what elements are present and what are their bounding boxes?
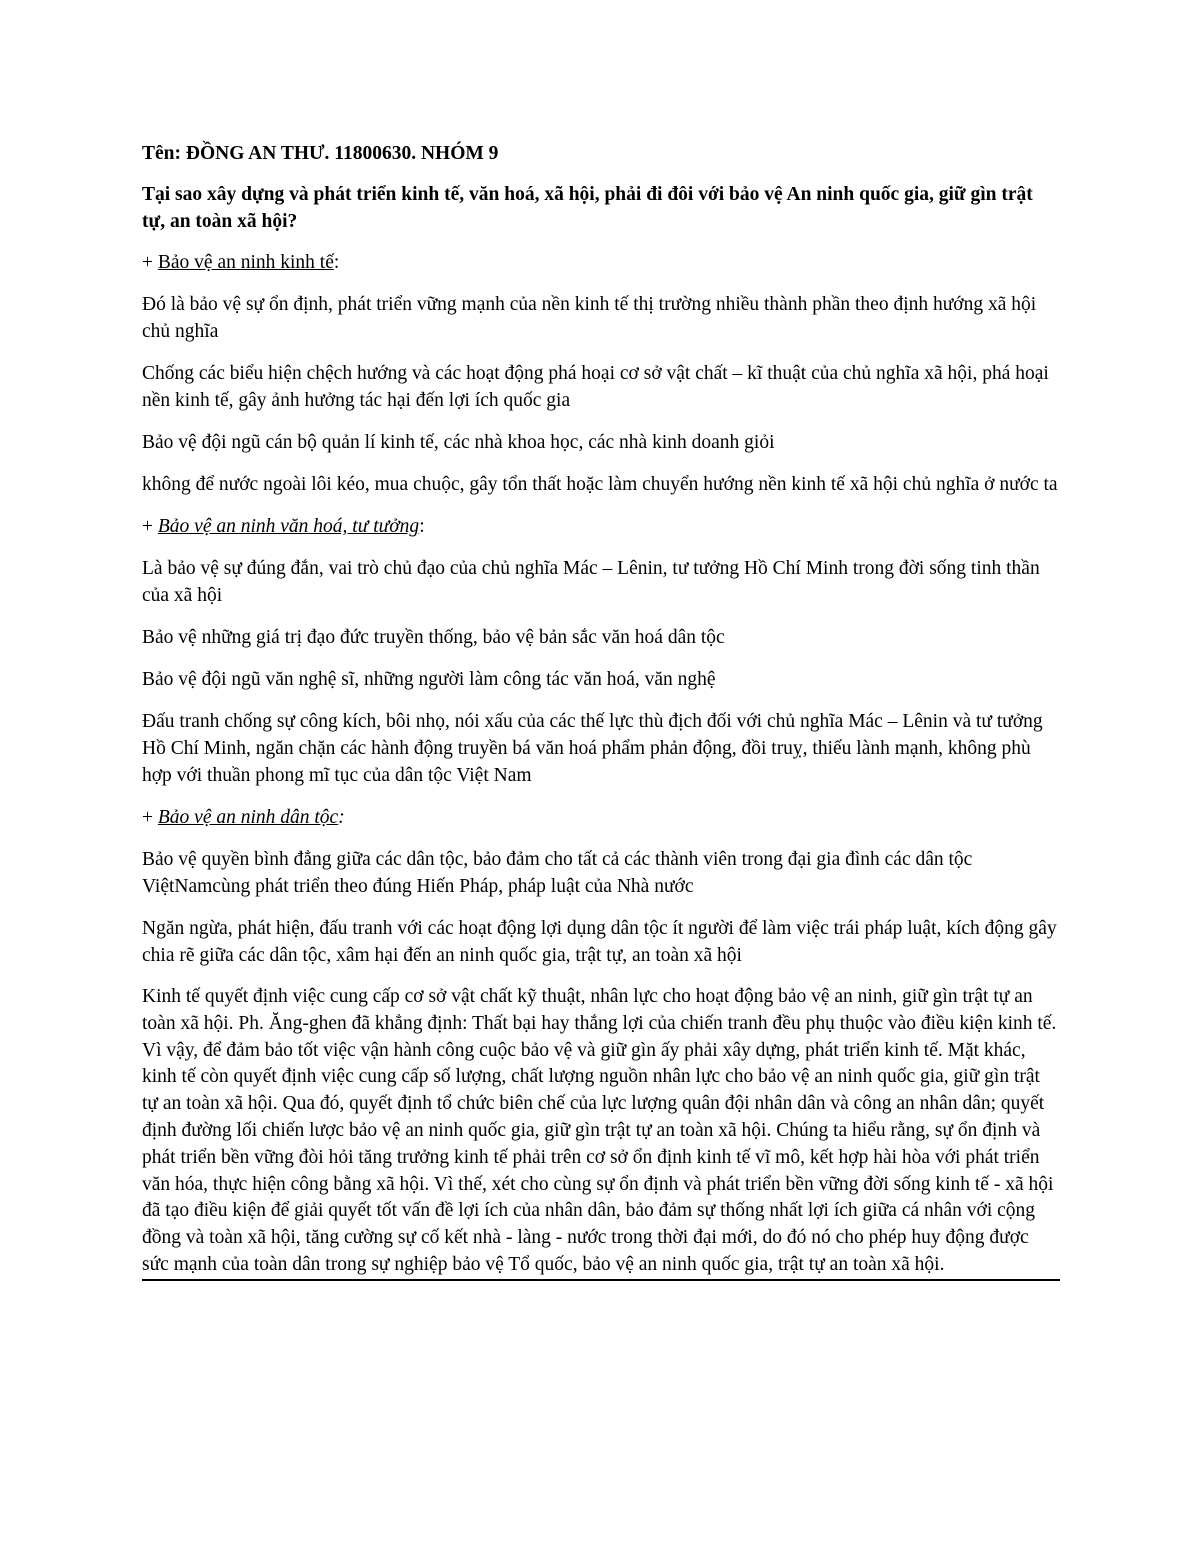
section-heading-ethnic-security: [142, 804, 1060, 831]
paragraph: Bảo vệ quyền bình đẳng giữa các dân tộc, bảo đảm cho tất cả các thành viên trong đại gia đình các dân tộc ViệtNamcùng phát triển theo đúng Hiến Pháp, pháp luật của Nhà nước: [142, 849, 973, 897]
section-colon: :: [338, 807, 345, 828]
paragraph: Bảo vệ những giá trị đạo đức truyền thống, bảo vệ bản sắc văn hoá dân tộc: [142, 627, 725, 648]
section-plus: +: [142, 516, 158, 537]
paragraph: Là bảo vệ sự đúng đắn, vai trò chủ đạo của chủ nghĩa Mác – Lênin, tư tưởng Hồ Chí Minh trong đời sống tinh thần của xã hội: [142, 558, 1040, 606]
paragraph: không để nước ngoài lôi kéo, mua chuộc, gây tổn thất hoặc làm chuyển hướng nền kinh tế xã hội chủ nghĩa ở nước ta: [142, 474, 1058, 495]
section-colon: :: [333, 252, 340, 273]
paragraph: Bảo vệ đội ngũ văn nghệ sĩ, những người làm công tác văn hoá, văn nghệ: [142, 669, 716, 690]
document-page: [142, 140, 1060, 1281]
paragraph: Chống các biểu hiện chệch hướng và các hoạt động phá hoại cơ sở vật chất – kĩ thuật của chủ nghĩa xã hội, phá hoại nền kinh tế, gây ảnh hưởng tác hại đến lợi ích quốc gia: [142, 363, 1049, 411]
paragraph: Đấu tranh chống sự công kích, bôi nhọ, nói xấu của các thế lực thù địch đối với chủ nghĩa Mác – Lênin và tư tưởng Hồ Chí Minh, ngăn chặn các hành động truyền bá văn hoá phẩm phản động, đồi truỵ, thiếu lành mạnh, không phù hợp với thuần phong mĩ tục của dân tộc Việt Nam: [142, 711, 1043, 786]
essay-question: Tại sao xây dựng và phát triển kinh tế, văn hoá, xã hội, phải đi đôi với bảo vệ An ninh quốc gia, giữ gìn trật tự, an toàn xã hội?: [142, 184, 1033, 232]
section-heading-text: Bảo vệ an ninh kinh tế: [157, 252, 334, 273]
section-colon: :: [419, 516, 425, 537]
conclusion-paragraph: Kinh tế quyết định việc cung cấp cơ sở vật chất kỹ thuật, nhân lực cho hoạt động bảo vệ an ninh, giữ gìn trật tự an toàn xã hội. Ph. Ăng-ghen đã khẳng định: Thất bại hay thắng lợi của chiến tranh đều phụ thuộc vào điều kiện kinh tế. Vì vậy, để đảm bảo tốt việc vận hành công cuộc bảo vệ và giữ gìn ấy phải xây dựng, phát triển kinh tế. Mặt khác, kinh tế còn quyết định việc cung cấp số lượng, chất lượng nguồn nhân lực cho bảo vệ an ninh quốc gia, giữ gìn trật tự an toàn xã hội. Qua đó, quyết định tổ chức biên chế của lực lượng quân đội nhân dân và công an nhân dân; quyết định đường lối chiến lược bảo vệ an ninh quốc gia, giữ gìn trật tự an toàn xã hội. Chúng ta hiểu rằng, sự ổn định và phát triển bền vững đòi hỏi tăng trưởng kinh tế phải trên cơ sở ổn định kinh tế vĩ mô, kết hợp hài hòa với phát triển văn hóa, thực hiện công bằng xã hội. Vì thế, xét cho cùng sự ổn định và phát triển bền vững đời sống kinh tế - xã hội đã tạo điều kiện để giải quyết tốt vấn đề lợi ích của nhân dân, bảo đảm sự thống nhất lợi ích giữa cá nhân với cộng đồng và toàn xã hội, tăng cường sự cố kết nhà - làng - nước trong thời đại mới, do đó nó cho phép huy động được sức mạnh của toàn dân trong sự nghiệp bảo vệ Tổ quốc, bảo vệ an ninh quốc gia, trật tự an toàn xã hội.: [142, 986, 1057, 1275]
section-plus: +: [142, 252, 158, 273]
document-title: Tên: ĐỒNG AN THƯ. 11800630. NHÓM 9: [142, 143, 499, 164]
section-heading-text: Bảo vệ an ninh dân tộc: [157, 807, 339, 828]
section-heading-economic-security: [142, 249, 1060, 276]
section-heading-culture-security: [142, 513, 1060, 540]
bottom-divider: [142, 1279, 1060, 1281]
section-heading-text: Bảo vệ an ninh văn hoá, tư tưởng: [157, 516, 420, 537]
paragraph: Ngăn ngừa, phát hiện, đấu tranh với các hoạt động lợi dụng dân tộc ít người để làm việc trái pháp luật, kích động gây chia rẽ giữa các dân tộc, xâm hại đến an ninh quốc gia, trật tự, an toàn xã hội: [142, 918, 1057, 966]
paragraph: Bảo vệ đội ngũ cán bộ quản lí kinh tế, các nhà khoa học, các nhà kinh doanh giỏi: [142, 432, 775, 453]
section-plus: +: [142, 807, 158, 828]
paragraph: Đó là bảo vệ sự ổn định, phát triển vững mạnh của nền kinh tế thị trường nhiều thành phần theo định hướng xã hội chủ nghĩa: [142, 294, 1037, 342]
